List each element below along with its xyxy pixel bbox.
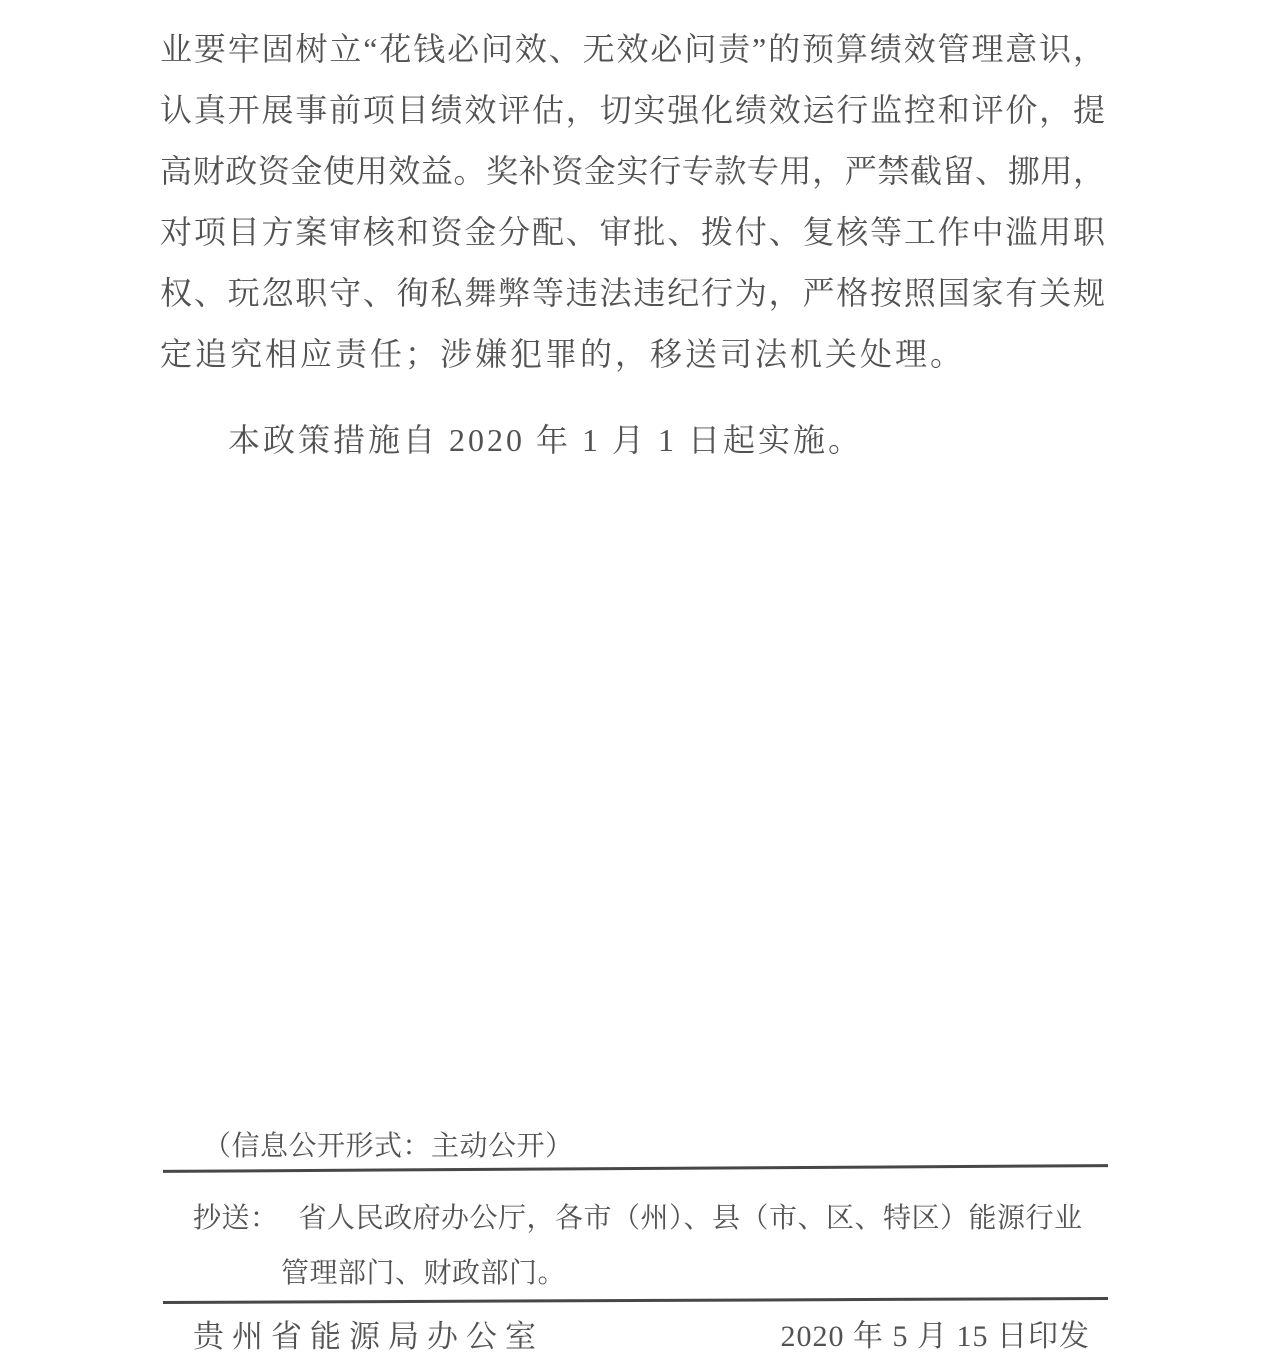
- body-line: 业要牢固树立“花钱必问效、无效必问责”的预算绩效管理意识，: [160, 31, 1105, 67]
- body-line: 高财政资金使用效益。奖补资金实行专款专用，严禁截留、挪用，: [160, 153, 1105, 189]
- body-line: 权、玩忽职守、徇私舞弊等违法违纪行为，严格按照国家有关规: [160, 275, 1105, 311]
- closing-paragraph: 本政策措施自 2020 年 1 月 1 日起实施。: [228, 422, 864, 458]
- cc-label: 抄送：: [193, 1203, 279, 1234]
- cc-recipients-part2: 管理部门、财政部门。: [281, 1258, 567, 1289]
- body-line: 认真开展事前项目绩效评估，切实强化绩效运行监控和评价，提: [160, 92, 1105, 128]
- cc-line-first: [193, 1199, 1083, 1239]
- body-paragraph: [160, 19, 1105, 385]
- separator-rule-bottom: [163, 1297, 1108, 1304]
- disclosure-note: （信息公开形式：主动公开）: [203, 1131, 574, 1162]
- cc-recipients-part1: 省人民政府办公厅，各市（州）、县（市、区、特区）能源行业: [298, 1203, 1083, 1234]
- body-line: 对项目方案审核和资金分配、审批、拨付、复核等工作中滥用职: [160, 214, 1105, 250]
- print-date: 2020 年 5 月 15 日印发: [780, 1320, 1090, 1353]
- issuer-name: 贵州省能源局办公室: [193, 1319, 544, 1354]
- body-line: 定追究相应责任；涉嫌犯罪的，移送司法机关处理。: [160, 336, 966, 372]
